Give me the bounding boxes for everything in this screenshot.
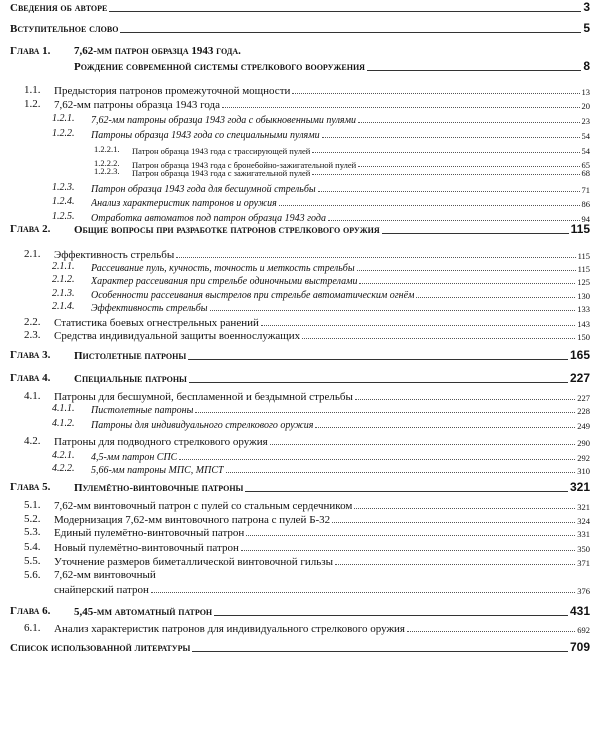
toc-entry[interactable] [54, 97, 590, 111]
toc-entry[interactable] [91, 462, 590, 476]
toc-entry-number: 4.1.1. [52, 403, 75, 414]
dot-leader [151, 592, 575, 593]
toc-entry-title: Патрон образца 1943 года с трассирующей пулей [132, 146, 311, 156]
dot-leader [357, 270, 576, 271]
toc-entry-number: 1.2.2.1. [94, 144, 120, 154]
toc-entry-title: Специальные патроны [74, 373, 187, 385]
toc-entry-title: снайперский патрон [54, 584, 149, 596]
toc-entry-title: Список использованной литературы [10, 642, 191, 654]
toc-entry-number: 2.1.4. [52, 301, 75, 312]
toc-entry-number: 1.2.3. [52, 182, 75, 193]
toc-entry-page-number: 321 [569, 480, 590, 494]
toc-entry-page-number: 65 [581, 160, 590, 170]
toc-entry-page-number: 227 [569, 371, 590, 385]
toc-entry-title: Общие вопросы при разработке патронов стрелкового оружия [74, 224, 380, 236]
toc-entry-page-number: 321 [577, 502, 590, 512]
toc-entry-title: Модернизация 7,62-мм винтовочного патрона с пулей Б-32 [54, 514, 331, 526]
toc-entry-number: Глава 2. [10, 223, 51, 235]
dot-leader [226, 472, 576, 473]
toc-entry-page-number: 115 [577, 264, 590, 274]
dot-leader [367, 70, 581, 71]
toc-entry[interactable] [54, 540, 590, 554]
toc-entry[interactable] [54, 525, 590, 539]
toc-entry-page-number: 23 [581, 116, 590, 126]
toc-entry[interactable] [91, 112, 590, 126]
dot-leader [179, 459, 575, 460]
toc-entry-page-number: 54 [581, 146, 590, 156]
toc-entry-page-number: 115 [570, 222, 590, 236]
toc-entry[interactable] [74, 604, 590, 618]
toc-entry-title: Вступительное слово [10, 23, 119, 35]
toc-entry-page-number: 376 [577, 586, 590, 596]
toc-entry-page-number: 692 [577, 625, 590, 635]
toc-entry-page-number: 86 [581, 199, 590, 209]
toc-entry-title: Анализ характеристик патронов для индивидуального стрелкового оружия [54, 623, 405, 635]
toc-entry-number: 5.2. [24, 513, 41, 525]
toc-entry-title: 7,62-мм винтовочный патрон с пулей со стальным сердечником [54, 500, 353, 512]
toc-entry[interactable] [132, 164, 590, 178]
dot-leader [109, 11, 581, 12]
toc-entry-page-number: 143 [577, 319, 590, 329]
toc-entry-number: Глава 3. [10, 349, 51, 361]
toc-entry-number: 1.2.4. [52, 196, 75, 207]
toc-entry-number: 6.1. [24, 622, 41, 634]
toc-entry-page-number: 290 [577, 438, 590, 448]
toc-entry-page-number: 5 [583, 21, 590, 35]
toc-entry-page-number: 228 [577, 406, 590, 416]
toc-entry-number: 5.1. [24, 499, 41, 511]
toc-entry-title: Отработка автоматов под патрон образца 1943 года [91, 213, 326, 224]
dot-leader [222, 107, 579, 108]
toc-entry-number: 2.2. [24, 316, 41, 328]
dot-leader [335, 564, 575, 565]
toc-entry-title: Единый пулемётно-винтовочный патрон [54, 527, 245, 539]
toc-entry[interactable] [91, 417, 590, 431]
toc-entry[interactable] [74, 59, 590, 73]
toc-entry-page-number: 331 [577, 529, 590, 539]
toc-entry-title: Новый пулемётно-винтовочный патрон [54, 542, 239, 554]
toc-entry[interactable] [54, 315, 590, 329]
dot-leader [241, 550, 575, 551]
toc-entry[interactable] [74, 371, 590, 385]
toc-entry-title: Анализ характеристик патронов и оружия [91, 198, 277, 209]
toc-entry-title: Сведения об авторе [10, 2, 108, 14]
toc-entry-title: 4,5-мм патрон СПС [91, 452, 178, 463]
toc-entry-number: Глава 4. [10, 372, 51, 384]
toc-entry-number: Глава 5. [10, 481, 51, 493]
toc-entry-number: 1.2.2.2. [94, 158, 120, 168]
toc-entry[interactable] [54, 328, 590, 342]
toc-entry-page-number: 249 [577, 421, 590, 431]
dot-leader [318, 191, 580, 192]
toc-entry-page-number: 115 [577, 251, 590, 261]
toc-entry[interactable] [54, 434, 590, 448]
toc-entry-page-number: 310 [577, 466, 590, 476]
toc-entry-number: 4.1.2. [52, 418, 75, 429]
toc-entry[interactable] [91, 449, 590, 463]
toc-entry-page-number: 133 [577, 304, 590, 314]
dot-leader [246, 535, 575, 536]
toc-entry-page-number: 68 [581, 168, 590, 178]
toc-entry-title: Уточнение размеров биметаллической винтовочной гильзы [54, 556, 333, 568]
dot-leader [292, 93, 579, 94]
dot-leader [261, 325, 575, 326]
dot-leader [176, 257, 575, 258]
toc-entry-title: Рождение современной системы стрелкового вооружения [74, 61, 365, 73]
dot-leader [382, 233, 569, 234]
dot-leader [358, 122, 580, 123]
toc-entry-number: Глава 1. [10, 45, 51, 57]
dot-leader [332, 522, 575, 523]
toc-entry-number: 2.3. [24, 329, 41, 341]
toc-entry[interactable] [54, 83, 590, 97]
toc-entry[interactable] [10, 21, 590, 35]
dot-leader [354, 508, 575, 509]
toc-entry-number: 1.2.1. [52, 113, 75, 124]
toc-entry-number: 4.2.2. [52, 463, 75, 474]
toc-entry-page-number: 350 [577, 544, 590, 554]
toc-entry[interactable] [91, 402, 590, 416]
dot-leader [192, 651, 568, 652]
toc-entry-number: 1.1. [24, 84, 41, 96]
toc-entry-page-number: 13 [581, 87, 590, 97]
dot-leader [312, 152, 579, 153]
toc-entry-number: Глава 6. [10, 605, 51, 617]
toc-entry-page-number: 709 [569, 640, 590, 654]
toc-entry[interactable] [132, 142, 590, 156]
toc-entry-number: 5.5. [24, 555, 41, 567]
toc-entry-title: Патроны образца 1943 года со специальными пулями [91, 130, 320, 141]
toc-entry-title: Патроны для индивидуального стрелкового оружия [91, 420, 314, 431]
toc-entry-title: 7,62-мм патроны образца 1943 года [54, 99, 221, 111]
dot-leader [245, 491, 568, 492]
dot-leader [270, 444, 576, 445]
toc-entry-number: 2.1.3. [52, 288, 75, 299]
dot-leader [312, 174, 579, 175]
toc-entry-page-number: 227 [577, 393, 590, 403]
toc-entry-page-number: 8 [583, 59, 590, 73]
toc-entry[interactable] [10, 0, 590, 14]
toc-entry-number: 1.2. [24, 98, 41, 110]
dot-leader [322, 137, 580, 138]
toc-entry-page-number: 94 [581, 214, 590, 224]
toc-entry-title-line: 7,62-мм патрон образца 1943 года. [74, 45, 241, 57]
toc-entry-page-number: 431 [569, 604, 590, 618]
dot-leader [302, 338, 575, 339]
toc-entry[interactable] [74, 480, 590, 494]
toc-entry[interactable] [91, 195, 590, 209]
toc-entry[interactable] [54, 498, 590, 512]
toc-entry-title: Предыстория патронов промежуточной мощности [54, 85, 291, 97]
toc-entry-number: 2.1.1. [52, 261, 75, 272]
toc-entry-number: 1.2.2. [52, 128, 75, 139]
dot-leader [188, 359, 568, 360]
toc-entry[interactable] [91, 287, 590, 301]
dot-leader [195, 412, 575, 413]
dot-leader [189, 382, 568, 383]
toc-entry-title: Пистолетные патроны [91, 405, 194, 416]
toc-entry-title: Патроны для бесшумной, беспламенной и бездымной стрельбы [54, 391, 353, 403]
toc-entry[interactable] [74, 222, 590, 236]
toc-entry-page-number: 150 [577, 332, 590, 342]
toc-entry-page-number: 20 [581, 101, 590, 111]
toc-entry-title: 5,66-мм патроны МПС, МПСТ [91, 465, 224, 476]
toc-entry-title: Статистика боевых огнестрельных ранений [54, 317, 259, 329]
dot-leader [328, 220, 580, 221]
toc-entry[interactable] [91, 273, 590, 287]
toc-entry-page-number: 3 [583, 0, 590, 14]
toc-entry[interactable] [54, 512, 590, 526]
toc-entry-number: 4.2.1. [52, 450, 75, 461]
toc-entry-title: Характер рассеивания при стрельбе одиночными выстрелами [91, 276, 358, 287]
toc-entry-title: Рассеивание пуль, кучность, точность и меткость стрельбы [91, 263, 355, 274]
toc-entry-number: 2.1. [24, 248, 41, 260]
toc-entry-page-number: 324 [577, 516, 590, 526]
dot-leader [210, 310, 576, 311]
toc-entry[interactable] [91, 181, 590, 195]
toc-entry-number: 5.6. [24, 569, 41, 581]
toc-entry-number: 1.2.2.3. [94, 166, 120, 176]
toc-entry-number: 4.2. [24, 435, 41, 447]
toc-entry-page-number: 125 [577, 277, 590, 287]
toc-entry-title: Эффективность стрельбы [54, 249, 175, 261]
toc-entry-title: 5,45-мм автоматный патрон [74, 606, 213, 618]
toc-entry-page-number: 371 [577, 558, 590, 568]
toc-entry-page-number: 54 [581, 131, 590, 141]
toc-entry-page-number: 165 [569, 348, 590, 362]
toc-entry-title: Патрон образца 1943 года для бесшумной стрельбы [91, 184, 316, 195]
toc-entry-title: Патроны для подводного стрелкового оружия [54, 436, 268, 448]
toc-entry-page-number: 71 [581, 185, 590, 195]
dot-leader [214, 615, 568, 616]
dot-leader [279, 205, 580, 206]
toc-entry[interactable] [10, 640, 590, 654]
toc-entry-number: 4.1. [24, 390, 41, 402]
toc-entry-title: Особенности рассеивания выстрелов при стрельбе автоматическим огнём [91, 290, 415, 301]
dot-leader [416, 297, 575, 298]
toc-entry-title: 7,62-мм патроны образца 1943 года с обыкновенными пулями [91, 115, 356, 126]
dot-leader [407, 631, 575, 632]
toc-entry[interactable] [91, 260, 590, 274]
dot-leader [359, 283, 575, 284]
toc-entry-page-number: 292 [577, 453, 590, 463]
toc-entry-page-number: 130 [577, 291, 590, 301]
toc-entry-title: Патрон образца 1943 года с зажигательной пулей [132, 168, 311, 178]
toc-entry[interactable] [74, 348, 590, 362]
toc-entry[interactable] [91, 127, 590, 141]
dot-leader [315, 427, 575, 428]
toc-entry[interactable] [54, 389, 590, 403]
toc-entry[interactable] [54, 554, 590, 568]
toc-entry-title: Пистолетные патроны [74, 350, 187, 362]
toc-entry-title-line: 7,62-мм винтовочный [54, 569, 156, 581]
toc-entry-title: Средства индивидуальной защиты военнослужащих [54, 330, 301, 342]
toc-entry[interactable] [54, 582, 590, 596]
toc-entry-number: 1.2.5. [52, 211, 75, 222]
toc-entry-title: Эффективность стрельбы [91, 303, 208, 314]
dot-leader [120, 32, 581, 33]
toc-entry-title: Пулемётно-винтовочные патроны [74, 482, 244, 494]
toc-entry-number: 5.3. [24, 526, 41, 538]
toc-entry[interactable] [54, 621, 590, 635]
toc-entry-number: 5.4. [24, 541, 41, 553]
toc-entry[interactable] [91, 300, 590, 314]
dot-leader [355, 399, 575, 400]
toc-entry-number: 2.1.2. [52, 274, 75, 285]
toc-entry[interactable] [54, 247, 590, 261]
toc-entry-title: Патрон образца 1943 года с бронебойно-зажигательной пулей [132, 160, 357, 170]
